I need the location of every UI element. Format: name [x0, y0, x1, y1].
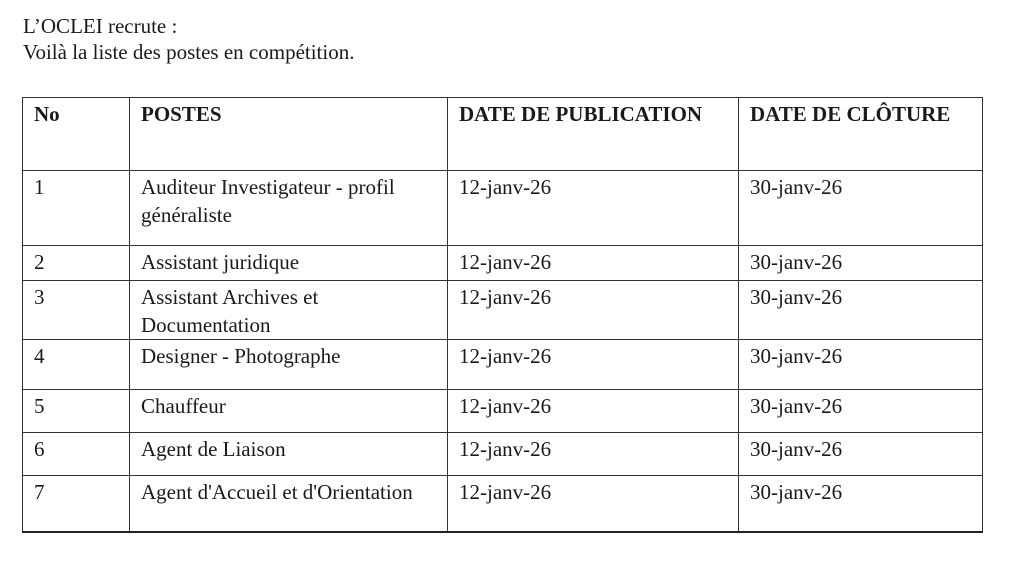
cell-poste: Chauffeur — [130, 390, 448, 433]
table-row — [23, 390, 983, 433]
table-row — [23, 246, 983, 281]
intro-subtitle: Voilà la liste des postes en compétition. — [23, 40, 355, 64]
cell-poste: Agent d'Accueil et d'Orientation — [130, 476, 448, 533]
cell-no: 1 — [23, 171, 130, 246]
cell-cloture: 30-janv-26 — [739, 340, 983, 390]
job-postings-table — [22, 97, 983, 533]
cell-poste: Assistant Archives et Documentation — [130, 281, 448, 340]
cell-cloture: 30-janv-26 — [739, 390, 983, 433]
header-poste: POSTES — [130, 98, 448, 171]
cell-publication: 12-janv-26 — [448, 281, 739, 340]
header-no: No — [23, 98, 130, 171]
table-row — [23, 476, 983, 533]
intro-text — [23, 13, 354, 65]
intro-title: L’OCLEI recrute : — [23, 14, 178, 38]
table-row — [23, 171, 983, 246]
cell-cloture: 30-janv-26 — [739, 476, 983, 533]
cell-publication: 12-janv-26 — [448, 171, 739, 246]
cell-no: 4 — [23, 340, 130, 390]
cell-cloture: 30-janv-26 — [739, 281, 983, 340]
cell-poste: Auditeur Investigateur - profil généraliste — [130, 171, 448, 246]
cell-no: 3 — [23, 281, 130, 340]
table-row — [23, 340, 983, 390]
header-cloture: DATE DE CLÔTURE — [739, 98, 983, 171]
cell-cloture: 30-janv-26 — [739, 433, 983, 476]
cell-publication: 12-janv-26 — [448, 476, 739, 533]
cell-poste: Assistant juridique — [130, 246, 448, 281]
cell-publication: 12-janv-26 — [448, 340, 739, 390]
cell-no: 2 — [23, 246, 130, 281]
cell-poste: Designer - Photographe — [130, 340, 448, 390]
cell-no: 6 — [23, 433, 130, 476]
cell-publication: 12-janv-26 — [448, 390, 739, 433]
header-publication: DATE DE PUBLICATION — [448, 98, 739, 171]
cell-no: 7 — [23, 476, 130, 533]
cell-no: 5 — [23, 390, 130, 433]
cell-poste: Agent de Liaison — [130, 433, 448, 476]
cell-cloture: 30-janv-26 — [739, 171, 983, 246]
table-row — [23, 433, 983, 476]
cell-cloture: 30-janv-26 — [739, 246, 983, 281]
table-row — [23, 281, 983, 340]
cell-publication: 12-janv-26 — [448, 433, 739, 476]
table-header-row — [23, 98, 983, 171]
cell-publication: 12-janv-26 — [448, 246, 739, 281]
